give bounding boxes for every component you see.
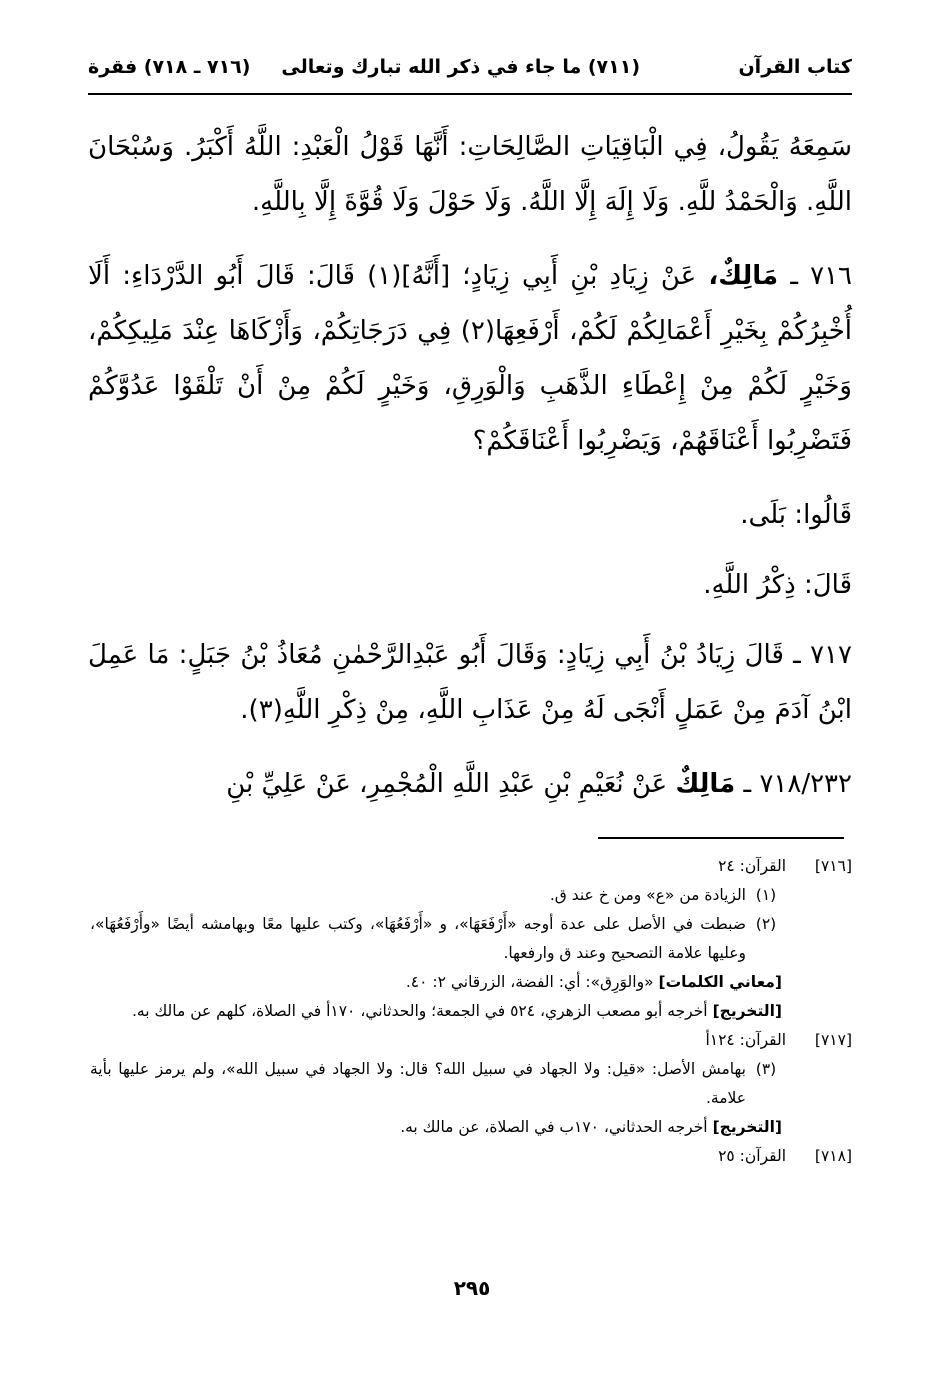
paragraph-716-narrator: مَالِكٌ، [708,261,779,291]
footnote-2-text: ضبطت في الأصل على عدة أوجه «أَرْفَعَهَا»، و «أَرْفَعُهَا»، وكتب عليها معًا وبهامشه أيضًا «وأَرْفَعُهَا»، وعليها علامة التصحيح وعند ق وارفعها. [90,915,746,962]
paragraph-718 [88,757,852,812]
paragraph-718-text: عَنْ نُعَيْمِ بْنِ عَبْدِ اللَّهِ الْمُجْمِرِ، عَنْ عَلِيِّ بْنِ [226,769,668,799]
main-text [88,120,852,831]
footnote-2-number: (٢) [755,915,777,933]
note-tag-718: [٧١٨] [814,1147,852,1165]
paragraph-718-narrator: مَالِكٌ [675,769,736,799]
footnotes [90,852,852,1171]
note-takhrij-717 [90,1113,852,1142]
note-takhrij-716 [90,997,852,1026]
footnote-3-number: (٣) [755,1060,777,1078]
running-header [88,52,852,92]
paragraph-intro: سَمِعَهُ يَقُولُ، فِي الْبَاقِيَاتِ الصَّالِحَاتِ: أَنَّهَا قَوْلُ الْعَبْدِ: اللَّهُ أَكْبَرُ. وَسُبْحَانَ اللَّهِ. وَالْحَمْدُ للَّهِ. وَلَا إِلَهَ إِلَّا اللَّهُ. وَلَا حَوْلَ وَلَا قُوَّةَ إِلَّا بِاللَّهِ. [88,132,852,217]
footnote-rule [598,837,844,839]
footnote-3-text: بهامش الأصل: «قيل: ولا الجهاد في سبيل الله؟ قال: ولا الجهاد في سبيل الله»، ولم يرمز عليها بأية علامة. [90,1060,746,1107]
note-takhrij-717-text: أخرجه الحدثاني، ١٧٠ب في الصلاة، عن مالك به. [400,1118,708,1136]
note-word-meanings-text: «والوَرِق»: أي: الفضة، الزرقاني ٢: ٤٠. [405,973,654,991]
note-word-meanings [90,968,852,997]
header-book-title: كتاب القرآن [738,56,852,78]
note-takhrij-716-text: أخرجه أبو مصعب الزهري، ٥٢٤ في الجمعة؛ والحدثاني، ١٧٠أ في الصلاة، كلهم عن مالك به. [131,1002,708,1020]
header-rule [88,93,852,95]
paragraph-qala: قَالَ: ذِكْرُ اللَّهِ. [703,570,852,600]
note-word-meanings-label: [معاني الكلمات] [658,973,782,991]
note-quran-718: القرآن: ٢٥ [718,1147,786,1165]
footnote-1 [90,881,852,910]
note-takhrij-717-label: [التخريج] [712,1118,782,1136]
note-tag-717: [٧١٧] [814,1031,852,1049]
note-tag-716: [٧١٦] [814,857,852,875]
footnote-2 [90,910,852,968]
note-quran-716: القرآن: ٢٤ [718,857,786,875]
note-row-718 [90,1142,852,1171]
paragraph-718-number: ٧١٨/٢٣٢ ـ [743,769,852,799]
note-row-716 [90,852,852,881]
header-chapter-title: (٧١١) ما جاء في ذكر الله تبارك وتعالى [281,56,640,78]
note-takhrij-716-label: [التخريج] [712,1002,782,1020]
note-row-717 [90,1026,852,1055]
paragraph-716-text: عَنْ زِيَادِ بْنِ أَبِي زِيَادٍ؛ [أَنَّهُ](١) قَالَ: قَالَ أَبُو الدَّرْدَاءِ: أَلَا أُخْبِرُكُمْ بِخَيْرِ أَعْمَالِكُمْ لَكُمْ، أَرْفَعِهَا(٢) فِي دَرَجَاتِكُمْ، وَأَزْكَاهَا عِنْدَ مَلِيكِكُمْ، وَخَيْرٍ لَكُمْ مِنْ إِعْطَاءِ الذَّهَبِ وَالْوَرِقِ، وَخَيْرٍ لَكُمْ مِنْ أَنْ تَلْقَوْا عَدُوَّكُمْ فَتَضْرِبُوا أَعْنَاقَهُمْ، وَيَضْرِبُوا أَعْنَاقَكُمْ؟ [88,261,852,456]
paragraph-716 [88,249,852,469]
footnote-1-text: الزيادة من «ع» ومن خ عند ق. [549,886,746,904]
header-paragraph-range: (٧١٦ ـ ٧١٨) فقرة [88,56,251,78]
footnote-1-number: (١) [755,886,777,904]
paragraph-716-number: ٧١٦ ـ [790,261,853,291]
page-number: ٢٩٥ [453,1276,491,1300]
footnote-3 [90,1055,852,1113]
paragraph-717: ٧١٧ ـ قَالَ زِيَادُ بْنُ أَبِي زِيَادٍ: وَقَالَ أَبُو عَبْدِالرَّحْمٰنِ مُعَاذُ بْنُ جَبَلٍ: مَا عَمِلَ ابْنُ آدَمَ مِنْ عَمَلٍ أَنْجَى لَهُ مِنْ عَذَابِ اللَّهِ، مِنْ ذِكْرِ اللَّهِ(٣). [88,640,852,725]
paragraph-qalu: قَالُوا: بَلَى. [740,500,852,530]
note-quran-717: القرآن: ١٢٤أ [705,1031,786,1049]
